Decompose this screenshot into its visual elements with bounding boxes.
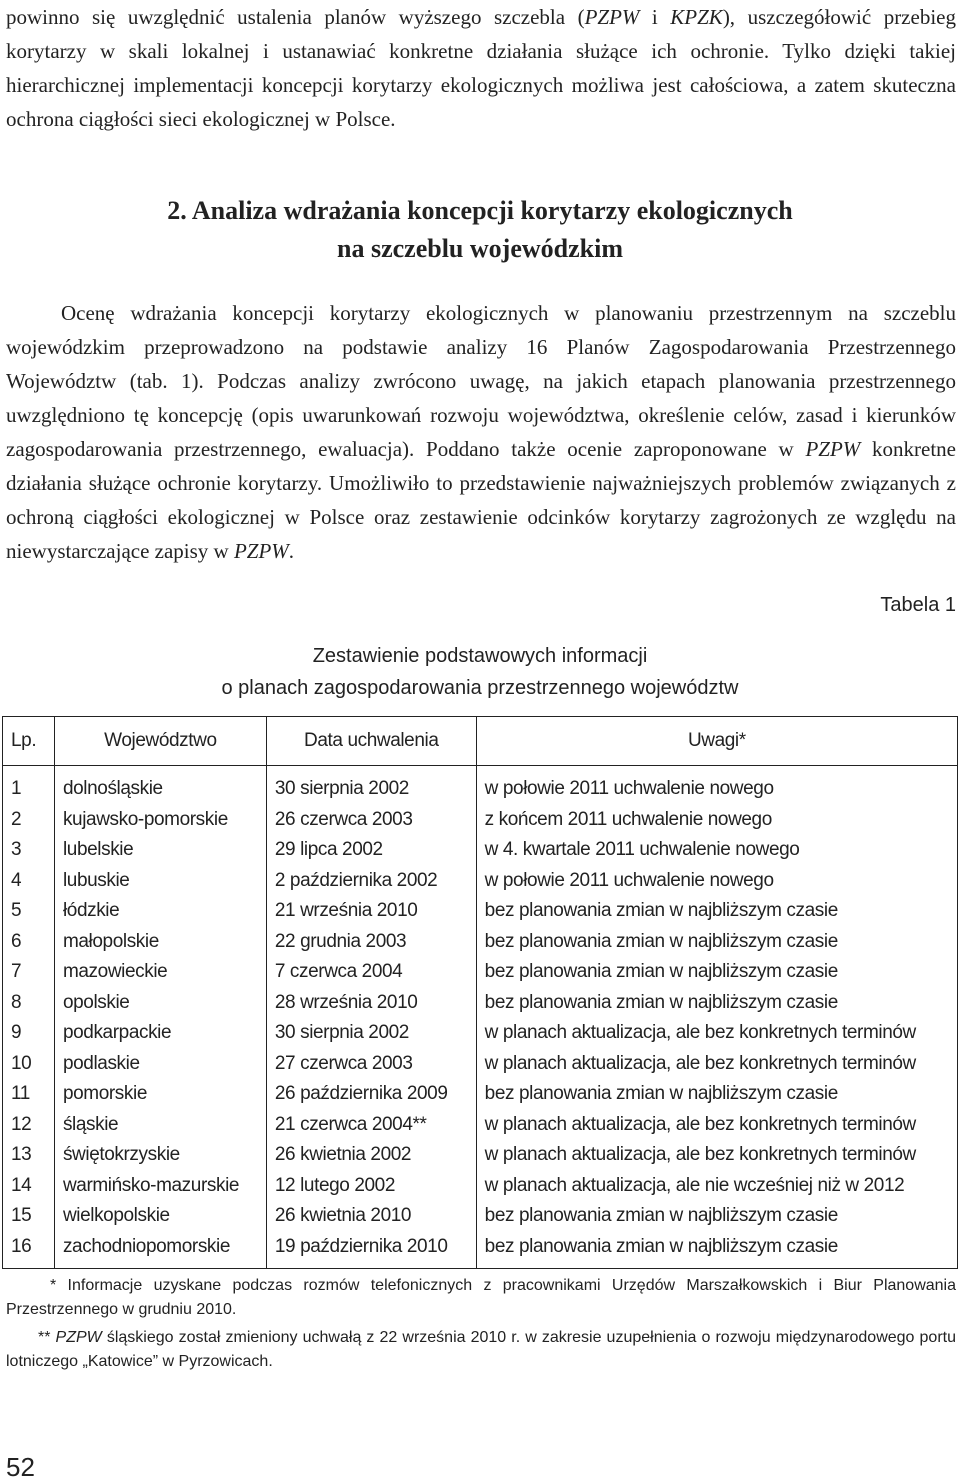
row-remarks: w planach aktualizacja, ale bez konkretnych terminów — [476, 1140, 957, 1171]
footnote-2-abbr-pzpw: PZPW — [55, 1329, 102, 1346]
table-row — [3, 1018, 958, 1049]
page-number: 52 — [6, 1452, 35, 1482]
row-voivodeship: warmińsko-mazurskie — [54, 1171, 266, 1202]
row-adoption-date: 2 października 2002 — [266, 866, 476, 897]
row-number: 4 — [3, 866, 55, 897]
row-adoption-date: 12 lutego 2002 — [266, 1171, 476, 1202]
row-voivodeship: małopolskie — [54, 927, 266, 958]
intro-text-part1: powinno się uwzględnić ustalenia planów wyższego szczebla ( — [6, 5, 585, 29]
table-caption-line1: Zestawienie podstawowych informacji — [312, 645, 648, 667]
intro-text-part3: ), uszczegółowić przebieg korytarzy w skali lokalnej i ustanawiać konkretne działania służące ich ochronie. Tylko dzięki takiej hierarchicznej implementacji koncepcji korytarzy ekologicznych możliwa jest całościowa, a zatem skuteczna ochrona ciągłości sieci ekologicznej w Polsce. — [6, 5, 956, 131]
section-heading-line1: 2. Analiza wdrażania koncepcji korytarzy ekologicznych — [167, 196, 793, 225]
table-row — [3, 866, 958, 897]
row-number: 11 — [3, 1079, 55, 1110]
intro-abbr-pzpw: PZPW — [584, 5, 640, 29]
row-remarks: w połowie 2011 uchwalenie nowego — [476, 766, 957, 805]
row-voivodeship: lubuskie — [54, 866, 266, 897]
row-number: 12 — [3, 1110, 55, 1141]
table-row — [3, 1171, 958, 1202]
row-remarks: w planach aktualizacja, ale bez konkretnych terminów — [476, 1018, 957, 1049]
row-remarks: bez planowania zmian w najbliższym czasie — [476, 988, 957, 1019]
row-adoption-date: 21 września 2010 — [266, 896, 476, 927]
row-voivodeship: mazowieckie — [54, 957, 266, 988]
row-number: 15 — [3, 1201, 55, 1232]
row-adoption-date: 27 czerwca 2003 — [266, 1049, 476, 1080]
row-number: 9 — [3, 1018, 55, 1049]
row-number: 7 — [3, 957, 55, 988]
row-number: 16 — [3, 1232, 55, 1269]
table-row — [3, 835, 958, 866]
row-voivodeship: lubelskie — [54, 835, 266, 866]
row-voivodeship: łódzkie — [54, 896, 266, 927]
section-heading — [0, 192, 960, 268]
row-remarks: w połowie 2011 uchwalenie nowego — [476, 866, 957, 897]
row-remarks: bez planowania zmian w najbliższym czasie — [476, 896, 957, 927]
body-text-part3: . — [288, 539, 295, 563]
table-label: Tabela 1 — [880, 594, 956, 616]
table-row — [3, 927, 958, 958]
row-voivodeship: opolskie — [54, 988, 266, 1019]
intro-abbr-kpzk: KPZK — [670, 5, 723, 29]
table-row — [3, 1079, 958, 1110]
table-header-row — [3, 717, 958, 766]
row-number: 6 — [3, 927, 55, 958]
footnote-2-text: śląskiego został zmieniony uchwałą z 22 września 2010 r. w zakresie uzupełnienia o rozwoju międzynarodowego portu lotniczego „Katowice” w Pyrzowicach. — [6, 1329, 956, 1370]
table-row — [3, 1110, 958, 1141]
table-row — [3, 896, 958, 927]
footnote-2 — [6, 1326, 956, 1374]
section-heading-line2: na szczeblu wojewódzkim — [337, 234, 623, 263]
table-row — [3, 1232, 958, 1269]
row-remarks: bez planowania zmian w najbliższym czasie — [476, 1201, 957, 1232]
row-voivodeship: dolnośląskie — [54, 766, 266, 805]
table-row — [3, 805, 958, 836]
header-wojewodztwo: Województwo — [54, 717, 266, 766]
table-body — [3, 766, 958, 1269]
row-remarks: w 4. kwartale 2011 uchwalenie nowego — [476, 835, 957, 866]
row-number: 2 — [3, 805, 55, 836]
row-remarks: bez planowania zmian w najbliższym czasie — [476, 927, 957, 958]
row-remarks: w planach aktualizacja, ale bez konkretnych terminów — [476, 1110, 957, 1141]
row-adoption-date: 26 października 2009 — [266, 1079, 476, 1110]
intro-paragraph — [6, 0, 956, 136]
row-voivodeship: wielkopolskie — [54, 1201, 266, 1232]
footnote-1: * Informacje uzyskane podczas rozmów telefonicznych z pracownikami Urzędów Marszałkowskich i Biur Planowania Przestrzennego w grudniu 2010. — [6, 1277, 956, 1318]
body-paragraph — [6, 296, 956, 568]
header-uwagi: Uwagi* — [476, 717, 957, 766]
row-voivodeship: zachodniopomorskie — [54, 1232, 266, 1269]
table-row — [3, 1201, 958, 1232]
table-row — [3, 1049, 958, 1080]
row-voivodeship: kujawsko-pomorskie — [54, 805, 266, 836]
row-adoption-date: 26 kwietnia 2002 — [266, 1140, 476, 1171]
row-remarks: bez planowania zmian w najbliższym czasie — [476, 957, 957, 988]
row-number: 5 — [3, 896, 55, 927]
row-remarks: z końcem 2011 uchwalenie nowego — [476, 805, 957, 836]
row-number: 14 — [3, 1171, 55, 1202]
header-data-uchwalenia: Data uchwalenia — [266, 717, 476, 766]
voivodeship-plans-table — [2, 716, 958, 1269]
row-adoption-date: 21 czerwca 2004** — [266, 1110, 476, 1141]
row-remarks: w planach aktualizacja, ale bez konkretnych terminów — [476, 1049, 957, 1080]
table-caption — [0, 640, 960, 704]
row-voivodeship: śląskie — [54, 1110, 266, 1141]
table-row — [3, 766, 958, 805]
row-adoption-date: 30 sierpnia 2002 — [266, 1018, 476, 1049]
row-adoption-date: 28 września 2010 — [266, 988, 476, 1019]
row-number: 1 — [3, 766, 55, 805]
row-number: 10 — [3, 1049, 55, 1080]
footnote-2-marker: ** — [38, 1329, 56, 1346]
row-adoption-date: 19 października 2010 — [266, 1232, 476, 1269]
row-number: 3 — [3, 835, 55, 866]
row-voivodeship: podlaskie — [54, 1049, 266, 1080]
body-text-part2: konkretne działania służące ochronie korytarzy. Umożliwiło to przedstawienie najważniejszych problemów związanych z ochroną ciągłości ekologicznej w Polsce oraz zestawienie odcinków korytarzy zagrożonych ze względu na niewystarczające zapisy w — [6, 437, 956, 563]
row-adoption-date: 30 sierpnia 2002 — [266, 766, 476, 805]
row-adoption-date: 22 grudnia 2003 — [266, 927, 476, 958]
row-adoption-date: 26 czerwca 2003 — [266, 805, 476, 836]
body-abbr-pzpw: PZPW — [805, 437, 861, 461]
intro-text-part2: i — [639, 5, 671, 29]
row-voivodeship: świętokrzyskie — [54, 1140, 266, 1171]
row-remarks: bez planowania zmian w najbliższym czasie — [476, 1232, 957, 1269]
row-adoption-date: 26 kwietnia 2010 — [266, 1201, 476, 1232]
row-voivodeship: podkarpackie — [54, 1018, 266, 1049]
row-number: 8 — [3, 988, 55, 1019]
row-remarks: w planach aktualizacja, ale nie wcześniej niż w 2012 — [476, 1171, 957, 1202]
table-row — [3, 1140, 958, 1171]
table-row — [3, 957, 958, 988]
row-remarks: bez planowania zmian w najbliższym czasie — [476, 1079, 957, 1110]
row-adoption-date: 7 czerwca 2004 — [266, 957, 476, 988]
row-adoption-date: 29 lipca 2002 — [266, 835, 476, 866]
table-row — [3, 988, 958, 1019]
body-abbr-pzpw-2: PZPW — [233, 539, 289, 563]
body-text-part1: Ocenę wdrażania koncepcji korytarzy ekologicznych w planowaniu przestrzennym na szczeblu wojewódzkim przeprowadzono na podstawie analizy 16 Planów Zagospodarowania Przestrzennego Województw (tab. 1). Podczas analizy zwrócono uwagę, na jakich etapach planowania przestrzennego uwzględniono tę koncepcję (opis uwarunkowań rozwoju województwa, określenie celów, zasad i kierunków zagospodarowania przestrzennego, ewaluacja). Poddano także ocenie zaproponowane w — [6, 301, 956, 461]
header-lp: Lp. — [3, 717, 55, 766]
row-number: 13 — [3, 1140, 55, 1171]
table-caption-line2: o planach zagospodarowania przestrzennego województw — [221, 677, 739, 699]
row-voivodeship: pomorskie — [54, 1079, 266, 1110]
